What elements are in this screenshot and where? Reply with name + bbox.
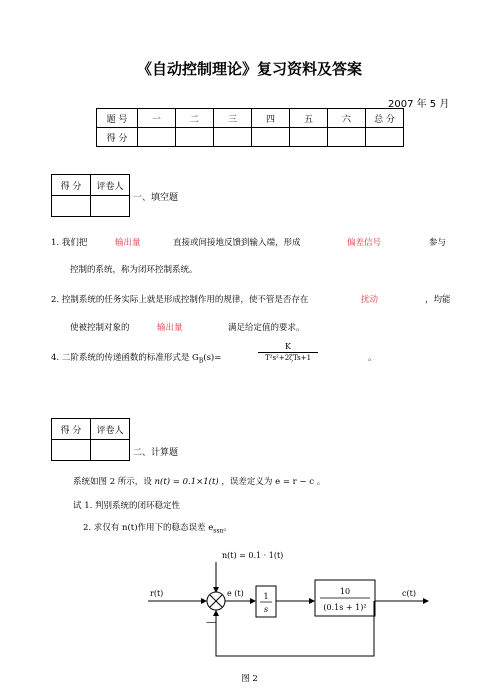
q4-text-pre: 二阶系统的传递函数的标准形式是 G (61, 353, 199, 363)
q2-text-post: ，均能 (425, 295, 451, 305)
block-diagram (0, 540, 499, 691)
output-label: c(t) (402, 589, 416, 598)
q4-number: 4. (51, 353, 60, 363)
problem-task-2-post: 。 (223, 523, 232, 533)
grader-name-label: 评卷人 (91, 419, 130, 440)
grader-name-cell[interactable] (91, 440, 130, 461)
grader-box-1 (51, 174, 130, 217)
grader-score-label: 得 分 (52, 419, 91, 440)
problem-task-2-sub: ssn (213, 527, 224, 535)
q4-subscript: B (198, 357, 204, 365)
section2-title: 二、计算题 (133, 448, 179, 458)
problem-formula-n: n(t) = 0.1×1(t) (154, 477, 219, 487)
plant-numerator: 10 (339, 587, 351, 596)
q4-numerator: K (258, 342, 318, 353)
score-table (96, 108, 404, 147)
q4-line (51, 352, 221, 368)
grader-box-2 (51, 418, 130, 461)
input-label: r(t) (150, 589, 164, 598)
q4-denominator: T²s²+2ζTs+1 (264, 354, 312, 362)
plant-denominator: (0.1s + 1)² (323, 603, 367, 612)
score-cell[interactable] (214, 128, 252, 147)
score-cell[interactable] (138, 128, 176, 147)
q2-number: 2. (51, 295, 60, 305)
q1-number: 1. (51, 238, 60, 248)
q2-answer-1: 扰动 (361, 295, 379, 305)
score-value-row (97, 128, 404, 147)
exam-date: 2007 年 5 月 (388, 99, 450, 110)
grader-name-label: 评卷人 (91, 175, 130, 196)
score-cell[interactable] (290, 128, 328, 147)
problem-task-2 (83, 522, 232, 538)
problem-text-pre: 系统如图 2 所示，设 (73, 477, 152, 487)
score-cell[interactable] (176, 128, 214, 147)
noise-label: n(t) = 0.1 · 1(t) (222, 551, 284, 560)
problem-statement (73, 476, 325, 488)
q1-line1 (51, 237, 87, 249)
score-header-cell: 三 (214, 109, 252, 128)
score-header-cell: 题 号 (97, 109, 138, 128)
integrator-denominator: s (263, 605, 269, 614)
score-header-cell: 六 (328, 109, 366, 128)
q2-line2-post: 满足给定值的要求。 (228, 323, 305, 333)
problem-formula-e: e = r − c (275, 477, 315, 487)
integrator-numerator: 1 (263, 592, 269, 601)
feedback-minus-sign: — (206, 617, 216, 628)
problem-text-mid: ，误差定义为 (221, 477, 273, 487)
q4-text-post: (s)= (203, 353, 222, 363)
score-header-cell: 一 (138, 109, 176, 128)
score-cell[interactable] (328, 128, 366, 147)
grader-name-cell[interactable] (91, 196, 130, 217)
grader-score-cell[interactable] (52, 440, 91, 461)
q4-dot: 。 (368, 353, 377, 363)
score-header-cell: 二 (176, 109, 214, 128)
figure-caption: 图 2 (241, 674, 258, 684)
score-row-label: 得 分 (97, 128, 138, 147)
score-cell[interactable] (366, 128, 404, 147)
score-header-cell: 总 分 (366, 109, 404, 128)
score-cell[interactable] (252, 128, 290, 147)
q1-answer-1: 输出量 (115, 238, 141, 248)
q1-line2: 控制的系统，称为闭环控制系统。 (70, 265, 198, 275)
q2-answer-2: 输出量 (157, 323, 183, 333)
q2-line1 (51, 294, 308, 306)
problem-task-2-text: 2. 求仅有 n(t)作用下的稳态误差 e (83, 523, 214, 533)
score-header-cell: 四 (252, 109, 290, 128)
error-label: e (t) (227, 589, 244, 598)
score-header-cell: 五 (290, 109, 328, 128)
q2-line2-pre: 使被控制对象的 (70, 323, 130, 333)
grader-score-cell[interactable] (52, 196, 91, 217)
q2-text-pre: 控制系统的任务实际上就是形成控制作用的规律，使不管是否存在 (61, 295, 309, 305)
page-title: 《自动控制理论》复习资料及答案 (136, 60, 362, 78)
q4-fraction (258, 342, 318, 363)
q1-text-mid: 直接或间接地反馈到输入端，形成 (173, 238, 301, 248)
q1-text-pre: 我们把 (61, 238, 88, 248)
summing-junction (207, 592, 225, 610)
section1-title: 一、填空题 (133, 193, 179, 203)
score-header-row (97, 109, 404, 128)
problem-text-post: 。 (316, 477, 326, 487)
grader-score-label: 得 分 (52, 175, 91, 196)
problem-task-1: 试 1. 判别系统的闭环稳定性 (73, 501, 181, 511)
q1-answer-2: 偏差信号 (347, 238, 382, 248)
q1-text-post: 参与 (429, 238, 447, 248)
